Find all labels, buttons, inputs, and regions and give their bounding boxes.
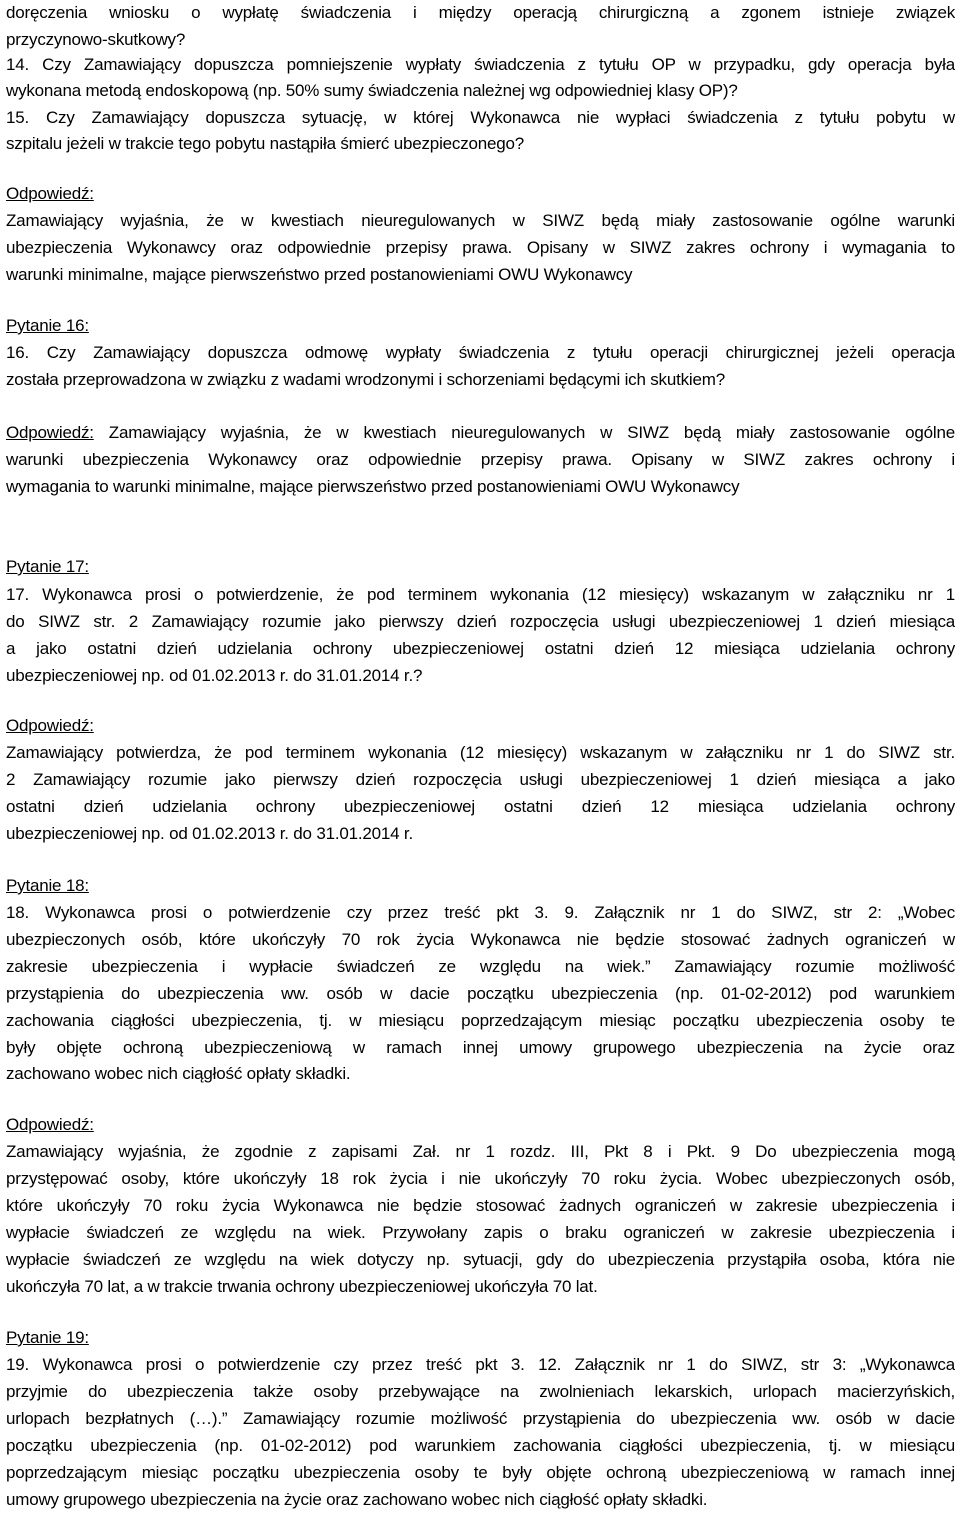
- text-line: 15. Czy Zamawiający dopuszcza sytuację, w której Wykonawca nie wypłaci świadczenia z tytułu pobytu w: [6, 108, 955, 127]
- text-line: zachowania ciągłości ubezpieczenia, tj. w miesiącu poprzedzającym miesiąc początku ubezpieczenia osoby te: [6, 1011, 955, 1030]
- answer-heading: Odpowiedź:: [6, 716, 94, 735]
- text-line: Zamawiający wyjaśnia, że w kwestiach nieuregulowanych w SIWZ będą miały zastosowanie ogólne warunki: [6, 211, 955, 230]
- text-line-rest: Zamawiający wyjaśnia, że w kwestiach nieuregulowanych w SIWZ będą miały zastosowanie ogólne: [93, 423, 955, 442]
- text-line: 2 Zamawiający rozumie jako pierwszy dzień rozpoczęcia usługi ubezpieczeniowej 1 dzień miesiąca a jako: [6, 770, 955, 789]
- text-line: [6, 420, 955, 446]
- question-heading: Pytanie 16:: [6, 316, 89, 335]
- text-line: a jako ostatni dzień udzielania ochrony ubezpieczeniowej ostatni dzień 12 miesiąca udzielania ochrony: [6, 639, 955, 658]
- text-line: doręczenia wniosku o wypłatę świadczenia i między operacją chirurgiczną a zgonem istnieje związek: [6, 3, 955, 22]
- text-line: 18. Wykonawca prosi o potwierdzenie czy przez treść pkt 3. 9. Załącznik nr 1 do SIWZ, str 2: „Wobec: [6, 903, 955, 922]
- text-line: zachowano wobec nich ciągłość opłaty składki.: [6, 1064, 351, 1083]
- answer-heading: Odpowiedź:: [6, 1115, 94, 1134]
- text-line: które ukończyły 70 roku życia Wykonawca nie będzie stosować żadnych ograniczeń w zakresie ubezpieczenia i: [6, 1196, 955, 1215]
- text-line: szpitalu jeżeli w trakcie tego pobytu nastąpiła śmierć ubezpieczonego?: [6, 134, 525, 153]
- text-line: początku ubezpieczenia (np. 01-02-2012) pod warunkiem zachowania ciągłości ubezpieczenia, tj. w miesiącu: [6, 1436, 955, 1455]
- text-line: warunki ubezpieczenia Wykonawcy oraz odpowiednie przepisy prawa. Opisany w SIWZ zakres ochrony i: [6, 450, 955, 469]
- text-line: przystąpienia do ubezpieczenia ww. osób w dacie początku ubezpieczenia (np. 01-02-2012) pod warunkiem: [6, 984, 955, 1003]
- text-line: wypłacie świadczeń ze względu na wiek dotyczy np. sytuacji, gdy do ubezpieczenia przystąpiła osoba, która nie: [6, 1250, 955, 1269]
- text-line: były objęte ochroną ubezpieczeniową w ramach innej umowy grupowego ubezpieczenia na życie oraz: [6, 1038, 955, 1057]
- text-line: 17. Wykonawca prosi o potwierdzenie, że pod terminem wykonania (12 miesięcy) wskazanym w załączniku nr 1: [6, 585, 955, 604]
- text-line: Zamawiający potwierdza, że pod terminem wykonania (12 miesięcy) wskazanym w załączniku nr 1 do SIWZ str.: [6, 743, 955, 762]
- question-heading: Pytanie 17:: [6, 557, 89, 576]
- question-heading: Pytanie 19:: [6, 1328, 89, 1347]
- text-line: ubezpieczenia Wykonawcy oraz odpowiednie przepisy prawa. Opisany w SIWZ zakres ochrony i wymagania to: [6, 238, 955, 257]
- text-line: została przeprowadzona w związku z wadami wrodzonymi i schorzeniami będącymi ich skutkiem?: [6, 370, 725, 389]
- text-line: wykonana metodą endoskopową (np. 50% sumy świadczenia należnej wg odpowiedniej klasy OP)?: [6, 81, 738, 100]
- text-line: ubezpieczeniowej np. od 01.02.2013 r. do 31.01.2014 r.: [6, 824, 413, 843]
- text-line: wypłacie świadczeń ze względu na wiek. Przywołany zapis o braku ograniczeń w zakresie ubezpieczenia i: [6, 1223, 955, 1242]
- text-line: poprzedzającym miesiąc początku ubezpieczenia osoby te były objęte ochroną ubezpieczeniową w ramach innej: [6, 1463, 955, 1482]
- text-line: zakresie ubezpieczenia i wypłacie świadczeń ze względu na wiek.” Zamawiający rozumie możliwość: [6, 957, 955, 976]
- text-line: wymagania to warunki minimalne, mające pierwszeństwo przed postanowieniami OWU Wykonawcy: [6, 477, 740, 496]
- text-line: 14. Czy Zamawiający dopuszcza pomniejszenie wypłaty świadczenia z tytułu OP w przypadku, gdy operacja była: [6, 55, 955, 74]
- text-line: ostatni dzień udzielania ochrony ubezpieczeniowej ostatni dzień 12 miesiąca udzielania ochrony: [6, 797, 955, 816]
- text-line: przyczynowo-skutkowy?: [6, 30, 186, 49]
- text-line: do SIWZ str. 2 Zamawiający rozumie jako pierwszy dzień rozpoczęcia usługi ubezpieczeniowej 1 dzień miesiąca: [6, 612, 955, 631]
- text-line: ukończyła 70 lat, a w trakcie trwania ochrony ubezpieczeniowej ukończyła 70 lat.: [6, 1277, 598, 1296]
- answer-heading: Odpowiedź:: [6, 184, 94, 203]
- text-line: umowy grupowego ubezpieczenia na życie oraz zachowano wobec nich ciągłość opłaty składki.: [6, 1490, 708, 1509]
- text-line: Zamawiający wyjaśnia, że zgodnie z zapisami Zał. nr 1 rozdz. III, Pkt 8 i Pkt. 9 Do ubezpieczenia mogą: [6, 1142, 955, 1161]
- text-line: urlopach bezpłatnych (…).” Zamawiający rozumie możliwość przystąpienia do ubezpieczenia ww. osób w dacie: [6, 1409, 955, 1428]
- text-line: warunki minimalne, mające pierwszeństwo przed postanowieniami OWU Wykonawcy: [6, 265, 633, 284]
- question-heading: Pytanie 18:: [6, 876, 89, 895]
- text-line: 19. Wykonawca prosi o potwierdzenie czy przez treść pkt 3. 12. Załącznik nr 1 do SIWZ, str 3: „Wykonawca: [6, 1355, 955, 1374]
- text-line: ubezpieczeniowej np. od 01.02.2013 r. do 31.01.2014 r.?: [6, 666, 423, 685]
- text-line: ubezpieczonych osób, które ukończyły 70 rok życia Wykonawca nie będzie stosować żadnych ograniczeń w: [6, 930, 955, 949]
- answer-heading: Odpowiedź:: [6, 423, 94, 442]
- text-line: przystępować osoby, które ukończyły 18 rok życia i nie ukończyły 70 roku życia. Wobec ubezpieczonych osób,: [6, 1169, 955, 1188]
- text-line: przyjmie do ubezpieczenia także osoby przebywające na zwolnieniach lekarskich, urlopach macierzyńskich,: [6, 1382, 955, 1401]
- text-line: 16. Czy Zamawiający dopuszcza odmowę wypłaty świadczenia z tytułu operacji chirurgicznej jeżeli operacja: [6, 343, 955, 362]
